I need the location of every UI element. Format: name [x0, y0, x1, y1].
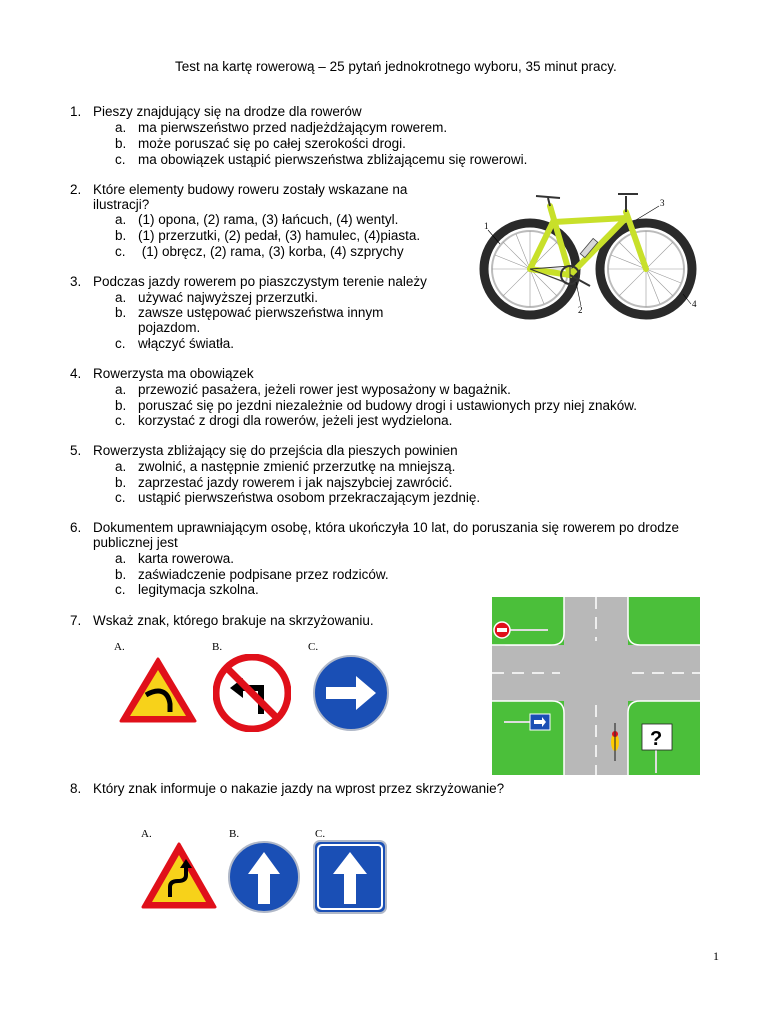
bike-callout-3: 3: [660, 198, 665, 208]
question-text: Rowerzysta ma obowiązek: [93, 366, 254, 381]
option-6c[interactable]: c. legitymacja szkolna.: [115, 582, 259, 597]
option-4a[interactable]: a. przewozić pasażera, jeżeli rower jest wyposażony w bagażnik.: [115, 382, 511, 397]
mandatory-straight-arrow-icon: [227, 840, 301, 914]
option-6b[interactable]: b. zaświadczenie podpisane przez rodziców.: [115, 567, 389, 582]
question-number: 4.: [70, 366, 82, 381]
mandatory-right-arrow-icon: [312, 654, 390, 732]
option-1c[interactable]: c. ma obowiązek ustąpić pierwszeństwa zbliżającemu się rowerowi.: [115, 152, 528, 167]
question-text: Pieszy znajdujący się na drodze dla rowerów: [93, 104, 362, 119]
sign-7b[interactable]: [213, 654, 291, 737]
sign-label-c: C.: [315, 828, 326, 840]
question-text: Rowerzysta zbliżający się do przejścia dla pieszych powinien: [93, 443, 458, 458]
sign-label-b: B.: [229, 828, 240, 840]
question-number: 2.: [70, 182, 82, 197]
question-number: 6.: [70, 520, 82, 535]
question-number: 5.: [70, 443, 82, 458]
question-text: Które elementy budowy roweru zostały wskazane na: [93, 182, 408, 197]
sign-label-a: A.: [141, 828, 152, 840]
warning-double-curve-icon: [140, 841, 218, 911]
sign-8c[interactable]: [313, 840, 387, 919]
option-2a[interactable]: a. (1) opona, (2) rama, (3) łańcuch, (4) wentyl.: [115, 212, 399, 227]
bicycle-illustration: [478, 182, 703, 322]
sign-label-a: A.: [114, 641, 125, 653]
sign-label-b: B.: [212, 641, 223, 653]
question-number: 3.: [70, 274, 82, 289]
option-2b[interactable]: b. (1) przerzutki, (2) pedał, (3) hamulec, (4)piasta.: [115, 228, 421, 243]
page-number: 1: [713, 949, 719, 963]
option-3a[interactable]: a. używać najwyższej przerzutki.: [115, 290, 319, 305]
option-2c[interactable]: c. (1) obręcz, (2) rama, (3) korba, (4) szprychy: [115, 244, 404, 259]
option-3c[interactable]: c. włączyć światła.: [115, 336, 235, 351]
sign-8a[interactable]: [140, 841, 218, 916]
option-4b[interactable]: b. poruszać się po jezdni niezależnie od budowy drogi i ustawionych przy niej znaków.: [115, 398, 638, 413]
bike-callout-1: 1: [484, 221, 489, 231]
warning-curve-right-icon: [118, 656, 198, 724]
missing-sign-mark: ?: [650, 728, 663, 750]
sign-7c[interactable]: [312, 654, 390, 737]
question-text-cont: ilustracji?: [93, 197, 150, 212]
question-text: Podczas jazdy rowerem po piaszczystym terenie należy: [93, 274, 427, 289]
bicycle-icon: [478, 182, 703, 322]
bike-callout-4: 4: [692, 299, 697, 309]
question-number: 7.: [70, 613, 82, 628]
option-6a[interactable]: a. karta rowerowa.: [115, 551, 235, 566]
sign-label-c: C.: [308, 641, 319, 653]
sign-7a[interactable]: [118, 656, 198, 729]
option-1a[interactable]: a. ma pierwszeństwo przed nadjeżdżającym rowerem.: [115, 120, 448, 135]
sign-8b[interactable]: [227, 840, 301, 919]
option-3b-cont: pojazdom.: [138, 320, 201, 335]
one-way-arrow-icon: [313, 840, 387, 914]
question-text: Wskaż znak, którego brakuje na skrzyżowaniu.: [93, 613, 374, 628]
no-left-turn-icon: [213, 654, 291, 732]
option-3b[interactable]: b. zawsze ustępować pierwszeństwa innym: [115, 305, 384, 320]
intersection-illustration: [492, 597, 700, 775]
question-number: 1.: [70, 104, 82, 119]
question-number: 8.: [70, 781, 82, 796]
option-5c[interactable]: c. ustąpić pierwszeństwa osobom przekraczającym jezdnię.: [115, 490, 481, 505]
option-1b[interactable]: b. może poruszać się po całej szerokości drogi.: [115, 136, 406, 151]
option-4c[interactable]: c. korzystać z drogi dla rowerów, jeżeli jest wydzielona.: [115, 413, 453, 428]
option-5a[interactable]: a. zwolnić, a następnie zmienić przerzutkę na mniejszą.: [115, 459, 456, 474]
question-text: Który znak informuje o nakazie jazdy na wprost przez skrzyżowanie?: [93, 781, 505, 796]
page-title: Test na kartę rowerową – 25 pytań jednokrotnego wyboru, 35 minut pracy.: [175, 59, 617, 74]
question-text-cont: publicznej jest: [93, 535, 178, 550]
option-5b[interactable]: b. zaprzestać jazdy rowerem i jak najszybciej zawrócić.: [115, 475, 453, 490]
bike-callout-2: 2: [578, 305, 583, 315]
question-text: Dokumentem uprawniającym osobę, która ukończyła 10 lat, do poruszania się rowerem po drodze: [93, 520, 680, 535]
